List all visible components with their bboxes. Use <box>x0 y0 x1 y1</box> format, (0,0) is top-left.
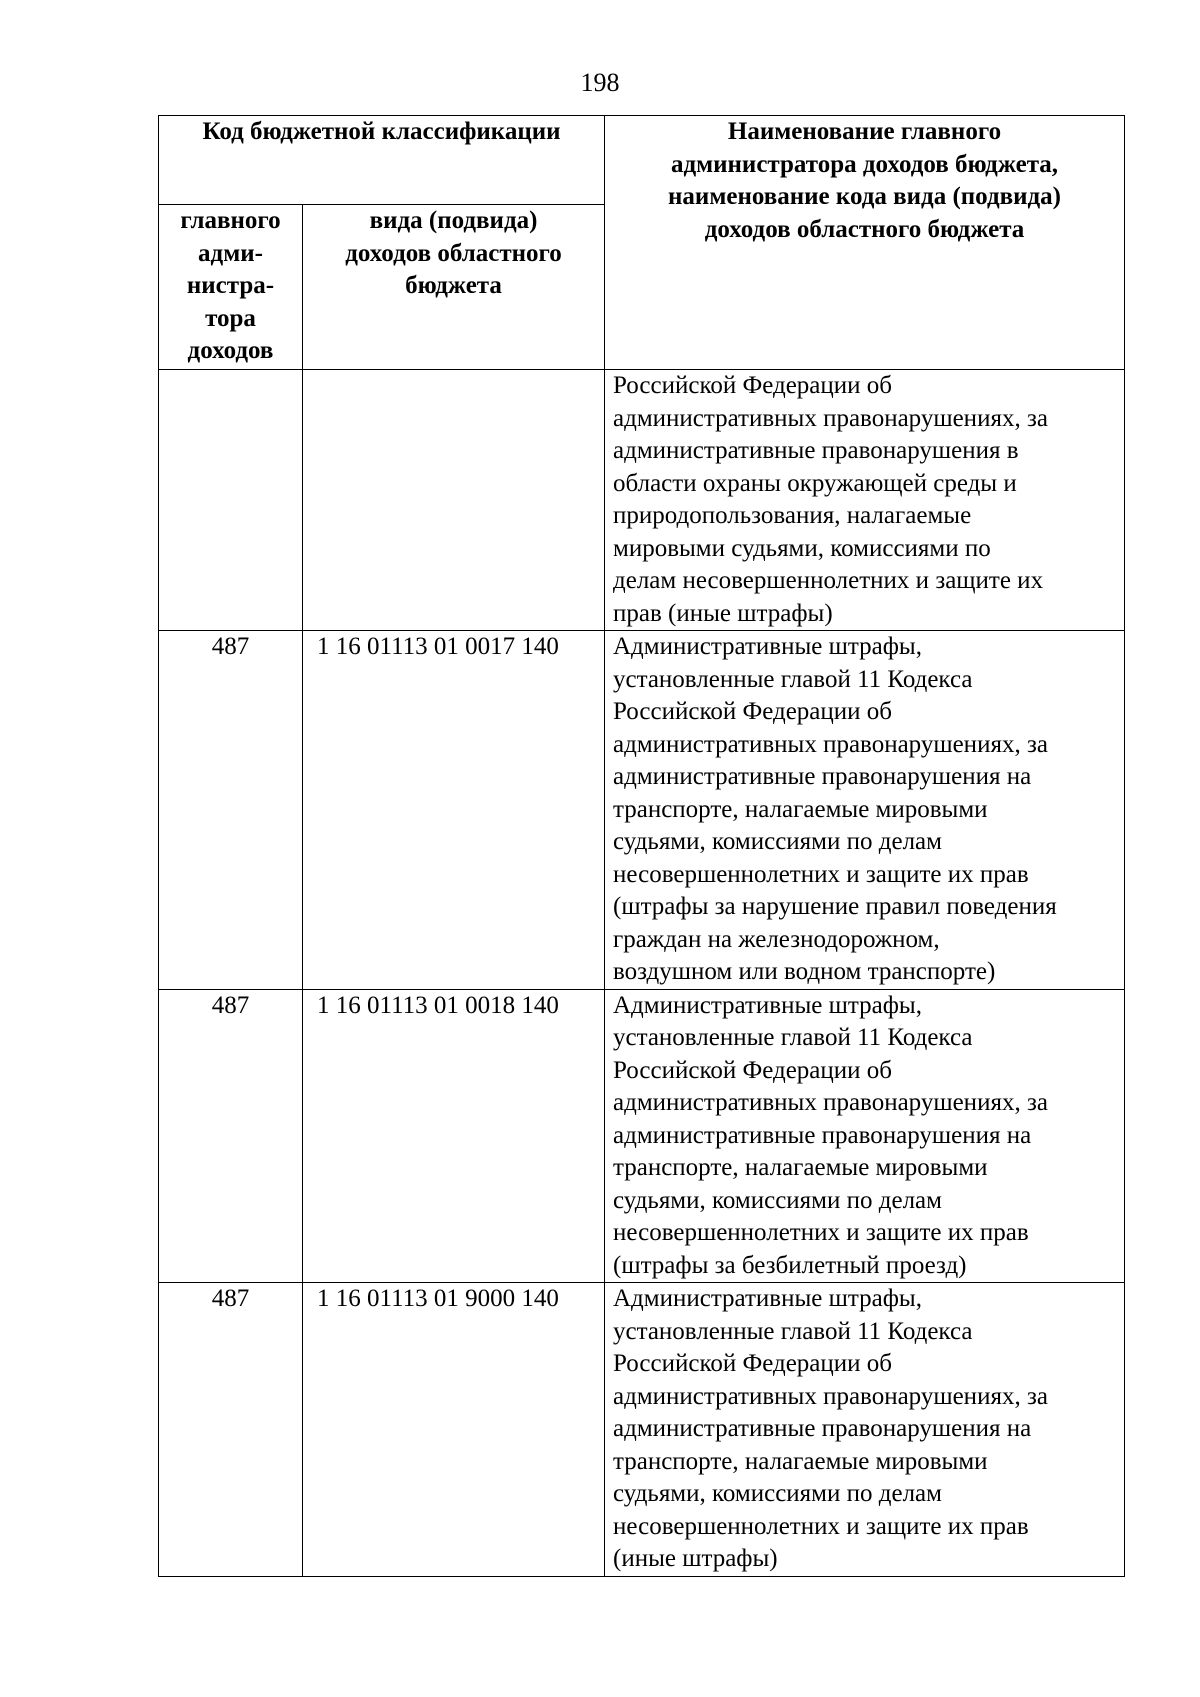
name-line: административных правонарушениях, за <box>613 1089 1048 1116</box>
admin-header-line: нистра- <box>186 272 275 299</box>
name-line: административные правонарушения на <box>613 763 1032 790</box>
name-line: Российской Федерации об <box>613 372 892 399</box>
name-line: судьями, комиссиями по делам <box>613 1480 942 1507</box>
name-line: несовершеннолетних и защите их прав <box>613 860 1029 888</box>
name-line: области охраны окружающей среды и <box>613 469 1017 497</box>
income-name-cell <box>605 989 1125 1283</box>
name-line: установленные главой 11 Кодекса <box>613 1317 973 1345</box>
admin-header-line: тора <box>205 304 256 332</box>
name-line: судьями, комиссиями по делам <box>613 1186 942 1214</box>
name-line: (штрафы за нарушение правил поведения <box>613 893 1057 920</box>
name-line: административных правонарушениях, за <box>613 730 1048 758</box>
table-row <box>159 631 1125 990</box>
name-line: несовершеннолетних и защите их прав <box>613 1219 1029 1246</box>
table-header <box>159 116 1125 370</box>
code-header-line: доходов областного <box>345 239 562 267</box>
name-line: мировыми судьями, комиссиями по <box>613 534 991 562</box>
name-line: административных правонарушениях, за <box>613 1382 1048 1410</box>
income-name-cell <box>605 631 1125 990</box>
income-code-cell: 1 16 01113 01 9000 140 <box>303 1283 605 1577</box>
name-line: транспорте, налагаемые мировыми <box>613 1154 988 1181</box>
name-line: прав (иные штрафы) <box>613 599 833 627</box>
name-line: Российской Федерации об <box>613 1056 892 1084</box>
name-line: граждан на железнодорожном, <box>613 925 940 953</box>
budget-code-group-header: Код бюджетной классификации <box>159 116 605 205</box>
admin-code-cell <box>159 370 303 631</box>
name-line: Российской Федерации об <box>613 698 892 725</box>
admin-header-line: адми- <box>198 239 263 267</box>
name-line: административных правонарушениях, за <box>613 404 1048 432</box>
code-header-line: бюджета <box>405 272 502 299</box>
name-line: воздушном или водном транспорте) <box>613 958 996 985</box>
name-line: (штрафы за безбилетный проезд) <box>613 1251 967 1279</box>
admin-column-header <box>159 205 303 370</box>
table-row <box>159 989 1125 1283</box>
name-line: Административные штрафы, <box>613 1285 922 1312</box>
table-row <box>159 1283 1125 1577</box>
name-line: административные правонарушения на <box>613 1415 1032 1442</box>
name-header-line: администратора доходов бюджета, <box>670 150 1059 178</box>
name-line: Административные штрафы, <box>613 633 922 660</box>
name-line: Российской Федерации об <box>613 1350 892 1377</box>
code-header-line: вида (подвида) <box>369 207 538 234</box>
name-line: транспорте, налагаемые мировыми <box>613 795 988 823</box>
table-body <box>159 370 1125 1577</box>
name-line: административные правонарушения в <box>613 437 1019 464</box>
name-line: административные правонарушения на <box>613 1121 1032 1149</box>
table-row <box>159 370 1125 631</box>
income-name-cell <box>605 1283 1125 1577</box>
name-header-line: Наименование главного <box>727 118 1002 145</box>
page-number: 198 <box>580 68 620 97</box>
admin-code-cell: 487 <box>159 631 303 990</box>
budget-classification-table <box>158 115 1125 1577</box>
admin-code-cell: 487 <box>159 1283 303 1577</box>
name-line: природопользования, налагаемые <box>613 502 972 529</box>
code-column-header <box>303 205 605 370</box>
name-line: установленные главой 11 Кодекса <box>613 1024 973 1051</box>
name-column-header <box>605 116 1125 370</box>
income-code-cell <box>303 370 605 631</box>
name-line: Административные штрафы, <box>613 991 922 1019</box>
name-header-line: доходов областного бюджета <box>704 215 1025 243</box>
admin-code-cell: 487 <box>159 989 303 1283</box>
name-line: несовершеннолетних и защите их прав <box>613 1512 1029 1540</box>
name-line: судьями, комиссиями по делам <box>613 828 942 855</box>
admin-header-line: главного <box>180 207 281 234</box>
admin-header-line: доходов <box>187 337 274 364</box>
name-header-line: наименование кода вида (подвида) <box>668 183 1061 210</box>
name-line: делам несовершеннолетних и защите их <box>613 567 1044 594</box>
name-line: транспорте, налагаемые мировыми <box>613 1447 988 1475</box>
name-line: (иные штрафы) <box>613 1545 778 1572</box>
name-line: установленные главой 11 Кодекса <box>613 665 973 693</box>
income-name-cell <box>605 370 1125 631</box>
income-code-cell: 1 16 01113 01 0018 140 <box>303 989 605 1283</box>
income-code-cell: 1 16 01113 01 0017 140 <box>303 631 605 990</box>
